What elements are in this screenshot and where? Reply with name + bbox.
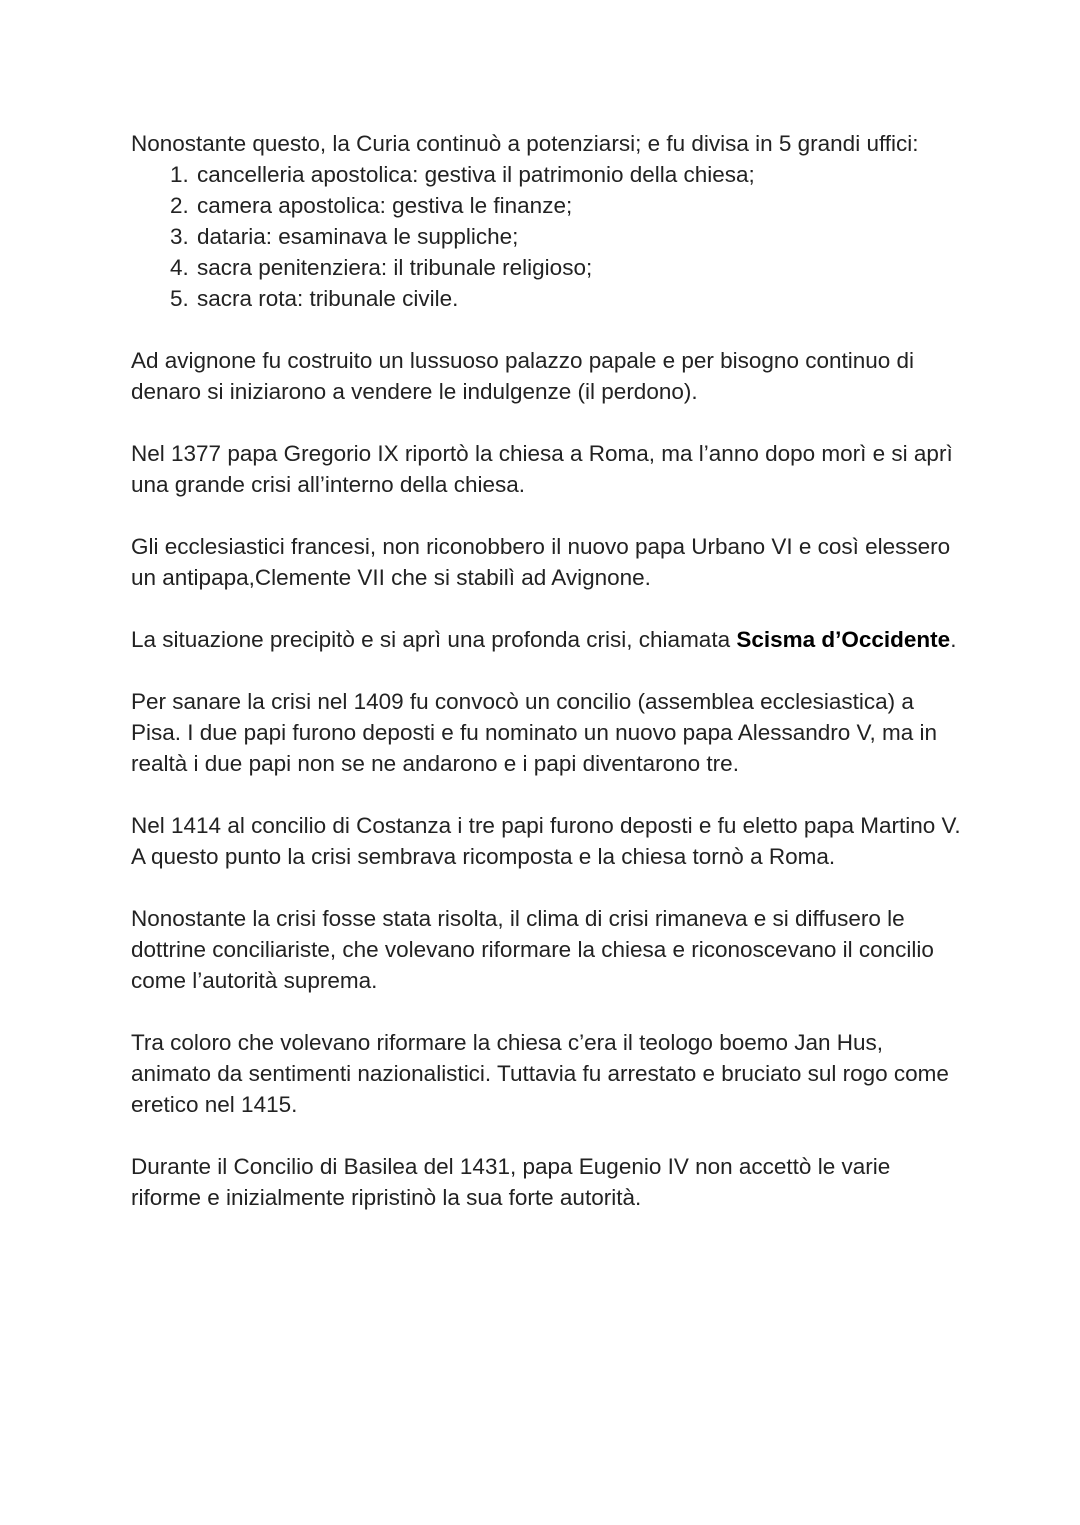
- paragraph-basilea: Durante il Concilio di Basilea del 1431, papa Eugenio IV non accettò le varie riforme e inizialmente ripristinò la sua forte autorità.: [131, 1154, 891, 1210]
- list-item-rota: 5. sacra rota: tribunale civile.: [195, 283, 961, 314]
- list-item-cancelleria: 1. cancelleria apostolica: gestiva il patrimonio della chiesa;: [195, 159, 961, 190]
- paragraph-francesi: Gli ecclesiastici francesi, non riconobbero il nuovo papa Urbano VI e così elessero un antipapa,Clemente VII che si stabilì ad Avignone.: [131, 534, 951, 590]
- scisma-text-before: La situazione precipitò e si aprì una profonda crisi, chiamata: [131, 627, 737, 652]
- list-item-camera: 2. camera apostolica: gestiva le finanze;: [195, 190, 961, 221]
- paragraph-conciliariste: Nonostante la crisi fosse stata risolta, il clima di crisi rimaneva e si diffusero le dottrine conciliariste, che volevano riformare la chiesa e riconoscevano il concilio come l’autorità suprema.: [131, 906, 934, 993]
- paragraph-scisma: [131, 624, 961, 655]
- document-page: [131, 128, 961, 1244]
- paragraph-1409: Per sanare la crisi nel 1409 fu convocò un concilio (assemblea ecclesiastica) a Pisa. I due papi furono deposti e fu nominato un nuovo papa Alessandro V, ma in realtà i due papi non se ne andarono e i papi diventarono tre.: [131, 689, 937, 776]
- uffici-list: [131, 159, 961, 314]
- list-item-penitenziera: 4. sacra penitenziera: il tribunale religioso;: [195, 252, 961, 283]
- paragraph-avignone: Ad avignone fu costruito un lussuoso palazzo papale e per bisogno continuo di denaro si iniziarono a vendere le indulgenze (il perdono).: [131, 348, 915, 404]
- paragraph-1377: Nel 1377 papa Gregorio IX riportò la chiesa a Roma, ma l’anno dopo morì e si aprì una grande crisi all’interno della chiesa.: [131, 441, 953, 497]
- paragraph-1414: Nel 1414 al concilio di Costanza i tre papi furono deposti e fu eletto papa Martino V. A questo punto la crisi sembrava ricomposta e la chiesa tornò a Roma.: [131, 813, 961, 869]
- paragraph-hus: Tra coloro che volevano riformare la chiesa c’era il teologo boemo Jan Hus, animato da sentimenti nazionalistici. Tuttavia fu arrestato e bruciato sul rogo come eretico nel 1415.: [131, 1030, 949, 1117]
- paragraph-intro: Nonostante questo, la Curia continuò a potenziarsi; e fu divisa in 5 grandi uffici:: [131, 131, 919, 156]
- scisma-bold-term: Scisma d’Occidente: [736, 627, 951, 652]
- list-item-dataria: 3. dataria: esaminava le suppliche;: [195, 221, 961, 252]
- scisma-text-after: .: [950, 627, 957, 652]
